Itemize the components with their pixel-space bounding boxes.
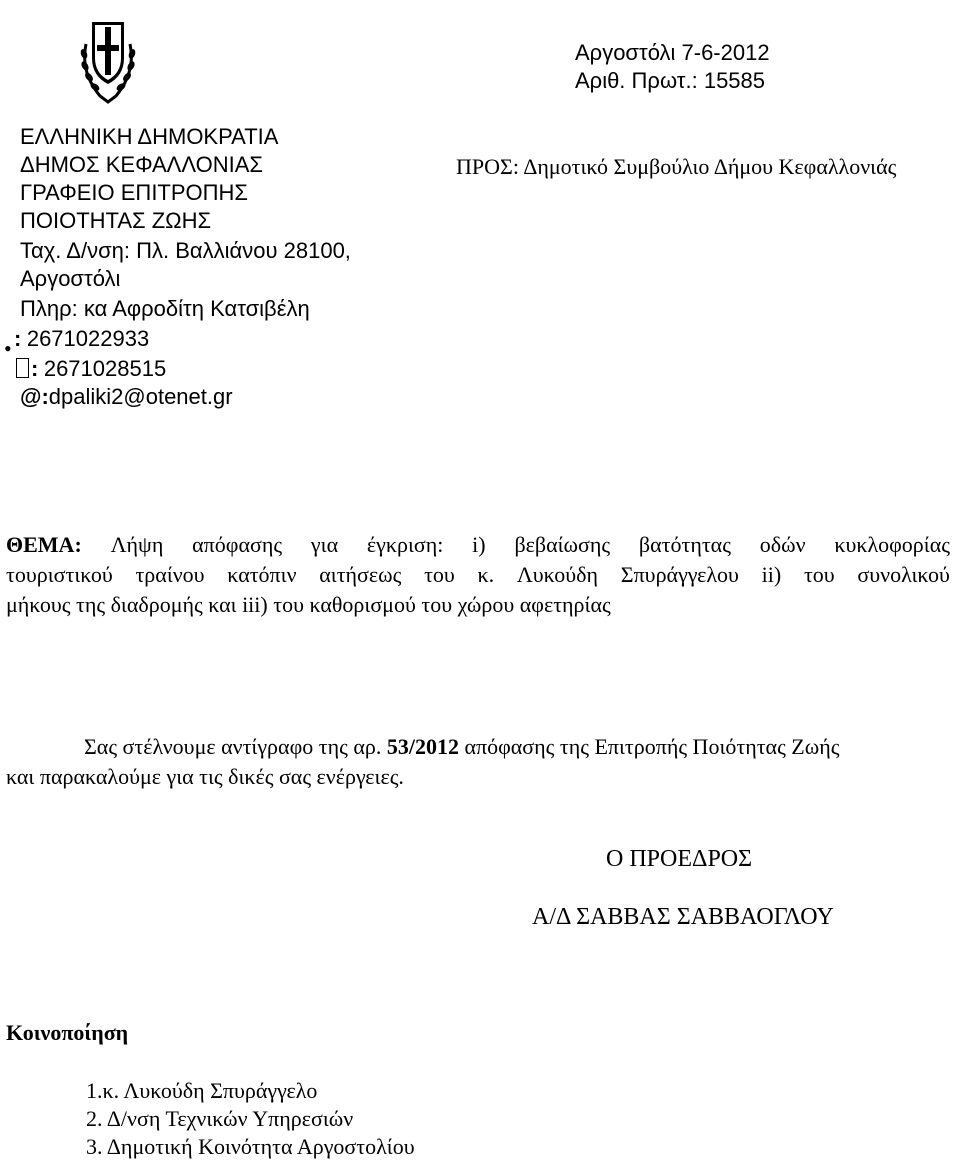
- subject-word: Λήψη: [110, 532, 164, 557]
- subject-word: κατόπιν: [227, 562, 297, 587]
- sender-committee: ΠΟΙΟΤΗΤΑΣ ΖΩΗΣ: [20, 208, 212, 233]
- subject-word: για: [310, 532, 339, 557]
- subject-word: του: [424, 562, 455, 587]
- signature-name: Α/Δ ΣΑΒΒΑΣ ΣΑΒΒΑΟΓΛΟΥ: [532, 904, 834, 930]
- subject-word: έγκριση:: [366, 532, 444, 557]
- fax-number: 2671028515: [43, 356, 167, 381]
- body-text-end: απόφασης της Επιτροπής Ποιότητας Ζωής: [458, 734, 840, 759]
- subject-word: i): [472, 532, 486, 557]
- phone-prefix: :: [14, 326, 22, 351]
- body-line-2: και παρακαλούμε για τις δικές σας ενέργειες.: [6, 764, 404, 789]
- subject-word: απόφασης: [192, 532, 283, 557]
- fax-line: [16, 354, 166, 384]
- phone-number: 2671022933: [26, 326, 150, 351]
- subject-word: κυκλοφορίας: [834, 532, 950, 557]
- sender-republic: ΕΛΛΗΝΙΚΗ ΔΗΜΟΚΡΑΤΙΑ: [20, 124, 279, 149]
- subject-word: του: [803, 562, 835, 587]
- subject-word: αιτήσεως: [319, 562, 402, 587]
- fax-icon: [16, 358, 29, 378]
- sender-municipality: ΔΗΜΟΣ ΚΕΦΑΛΛΟΝΙΑΣ: [20, 152, 263, 177]
- fax-prefix: :: [31, 356, 39, 381]
- sender-contact: Πληρ: κα Αφροδίτη Κατσιβέλη: [20, 296, 310, 321]
- subject-word: συνολικού: [857, 562, 950, 587]
- body-text-start: Σας στέλνουμε αντίγραφο της αρ.: [84, 734, 387, 759]
- subject-word: Σπυράγγελου: [620, 562, 739, 587]
- email-line: [20, 382, 233, 412]
- subject-word: βεβαίωσης: [514, 532, 611, 557]
- cc-item: 1.κ. Λυκούδη Σπυράγγελο: [86, 1078, 318, 1103]
- phone-icon: •: [4, 336, 12, 361]
- subject-block: [6, 530, 950, 620]
- signature-title: Ο ΠΡΟΕΔΡΟΣ: [606, 846, 753, 872]
- email-address[interactable]: dpaliki2@otenet.gr: [48, 384, 233, 409]
- protocol-number: Αριθ. Πρωτ.: 15585: [575, 68, 766, 93]
- cc-item: 3. Δημοτική Κοινότητα Αργοστολίου: [86, 1134, 415, 1159]
- subject-word: τραίνου: [135, 562, 205, 587]
- subject-word: τουριστικού: [6, 562, 113, 587]
- recipient-line: ΠΡΟΣ: Δημοτικό Συμβούλιο Δήμου Κεφαλλονιάς: [456, 154, 897, 179]
- subject-line-1: [6, 530, 950, 560]
- greek-coat-of-arms-icon: [78, 14, 138, 104]
- subject-word: οδών: [759, 532, 806, 557]
- subject-word: κ.: [477, 562, 495, 587]
- subject-word: ii): [761, 562, 782, 587]
- body-line-1: [6, 732, 950, 762]
- subject-line-2: [6, 560, 950, 590]
- subject-word: βατότητας: [638, 532, 731, 557]
- sender-address: Ταχ. Δ/νση: Πλ. Βαλλιάνου 28100,: [20, 238, 351, 263]
- decision-number: 53/2012: [386, 734, 459, 759]
- subject-label: ΘΕΜΑ:: [6, 532, 82, 557]
- phone-line: [4, 324, 150, 361]
- subject-word: Λυκούδη: [516, 562, 599, 587]
- sender-office: ΓΡΑΦΕΙΟ ΕΠΙΤΡΟΠΗΣ: [20, 180, 249, 205]
- cc-item: 2. Δ/νση Τεχνικών Υπηρεσιών: [86, 1106, 354, 1131]
- document-date: Αργοστόλι 7-6-2012: [575, 40, 770, 65]
- email-prefix: @:: [20, 384, 49, 409]
- cc-heading: Κοινοποίηση: [6, 1020, 129, 1045]
- sender-city: Αργοστόλι: [20, 266, 121, 291]
- subject-line-3: μήκους της διαδρομής και iii) του καθορισμού του χώρου αφετηρίας: [6, 592, 611, 617]
